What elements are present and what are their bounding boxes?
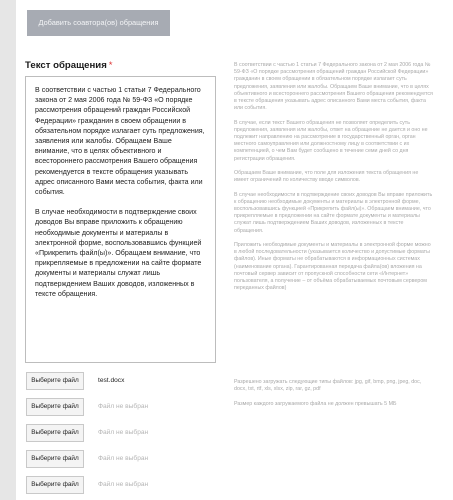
appeal-text-paragraph: В соответствии с частью 1 статьи 7 Федерального закона от 2 мая 2006 года № 59-ФЗ «О порядке рассмотрения обращений граждан Российской Федерации» гражданин в своем обращении в обязательном порядке излагает суть предложения, заявления или жалобы. Обращаем Ваше внимание, что в целях объективного и всестороннего рассмотрения Вашего обращения рекомендуется в тексте обращения указывать адрес описанного Вами места события, факта или события. <box>35 86 205 197</box>
hint-paragraph: В соответствии с частью 1 статьи 7 Федерального закона от 2 мая 2006 года № 59-ФЗ «О порядке рассмотрения обращений граждан Российской Федерации» гражданин в своем обращении в обязательном порядке излагает суть предложения, заявления или жалобы. Обращаем Ваше внимание, что в целях объективного и всестороннего рассмотрения Вашего обращения рекомендуется в тексте обращения указывать адрес описанного Вами места события, факта или события. <box>234 62 433 112</box>
file-name: Файл не выбран <box>98 429 149 436</box>
choose-file-button[interactable]: Выберите файл <box>26 372 84 390</box>
hint-paragraph: В случае, если текст Вашего обращения не позволяет определить суть предложения, заявления или жалобы, ответ на обращение не дается и оно не подлежит направлению на рассмотрение в государственный орган, орган местного самоуправления или должностному лицу в соответствии с их компетенцией, о чем Вам будет сообщено в течение семи дней со дня регистрации обращения. <box>234 119 428 162</box>
file-name: test.docx <box>98 377 125 384</box>
appeal-text-area[interactable] <box>25 76 216 363</box>
file-row <box>26 450 226 468</box>
appeal-text-label-text: Текст обращения <box>25 60 107 71</box>
hint-paragraph: Приложить необходимые документы и материалы в электронной форме можно в любой последовательности (указывается количество и допустимые форматы файлов). Иные форматы не обрабатываются в информационных системах (наименование органа). Гарантированная передача файла(ов) вложения на почтовый сервер зависит от пропускной способности сети «Интернет» пользователя, а получение – от объёма обрабатываемых почтовым сервером переданных файлов) <box>234 242 431 292</box>
choose-file-button[interactable]: Выберите файл <box>26 398 84 416</box>
hint-paragraph: В случае необходимости в подтверждение своих доводов Вы вправе приложить к обращению необходимые документы и материалы в электронной форме, воспользовавшись функцией «Прикрепить файл(ы)». Обращаем внимание, что прикрепляемые в предложении на сайте формате документы и материалы служат лишь подтверждением Ваших доводов, изложенных в тексте обращения. <box>234 191 433 234</box>
appeal-text-paragraph: В случае необходимости в подтверждение своих доводов Вы вправе приложить к обращению необходимые документы и материалы в электронной форме, воспользовавшись функцией «Прикрепить файл(ы)». Обращаем внимание, что прикрепляемые в предложении на сайте формате документы и материалы служат лишь подтверждением Ваших доводов, изложенных в тексте обращения. <box>35 208 202 298</box>
choose-file-button[interactable]: Выберите файл <box>26 450 84 468</box>
files-hint-size: Размер каждого загружаемого файла не должен превышать 5 МБ <box>234 400 397 407</box>
hint-paragraph: Обращаем Ваше внимание, что поле для изложения текста обращения не имеет ограничений по количеству вводе символов. <box>234 170 419 184</box>
required-mark: * <box>108 60 113 71</box>
file-row <box>26 372 226 390</box>
appeal-text-label <box>25 60 113 71</box>
files-hint-types: Разрешено загружать следующие типы файлов: jpg, gif, bmp, png, jpeg, doc, docx, txt, rtf, xls, xlsx, zip, rar, gz, pdf <box>234 379 422 393</box>
file-name: Файл не выбран <box>98 403 149 410</box>
file-row <box>26 476 226 494</box>
add-coauthor-button[interactable]: Добавить соавтора(ов) обращения <box>27 10 170 36</box>
file-row <box>26 398 226 416</box>
choose-file-button[interactable]: Выберите файл <box>26 476 84 494</box>
file-name: Файл не выбран <box>98 455 149 462</box>
appeal-hint <box>234 62 434 300</box>
file-name: Файл не выбран <box>98 481 149 488</box>
files-hint <box>234 379 434 415</box>
choose-file-button[interactable]: Выберите файл <box>26 424 84 442</box>
file-row <box>26 424 226 442</box>
